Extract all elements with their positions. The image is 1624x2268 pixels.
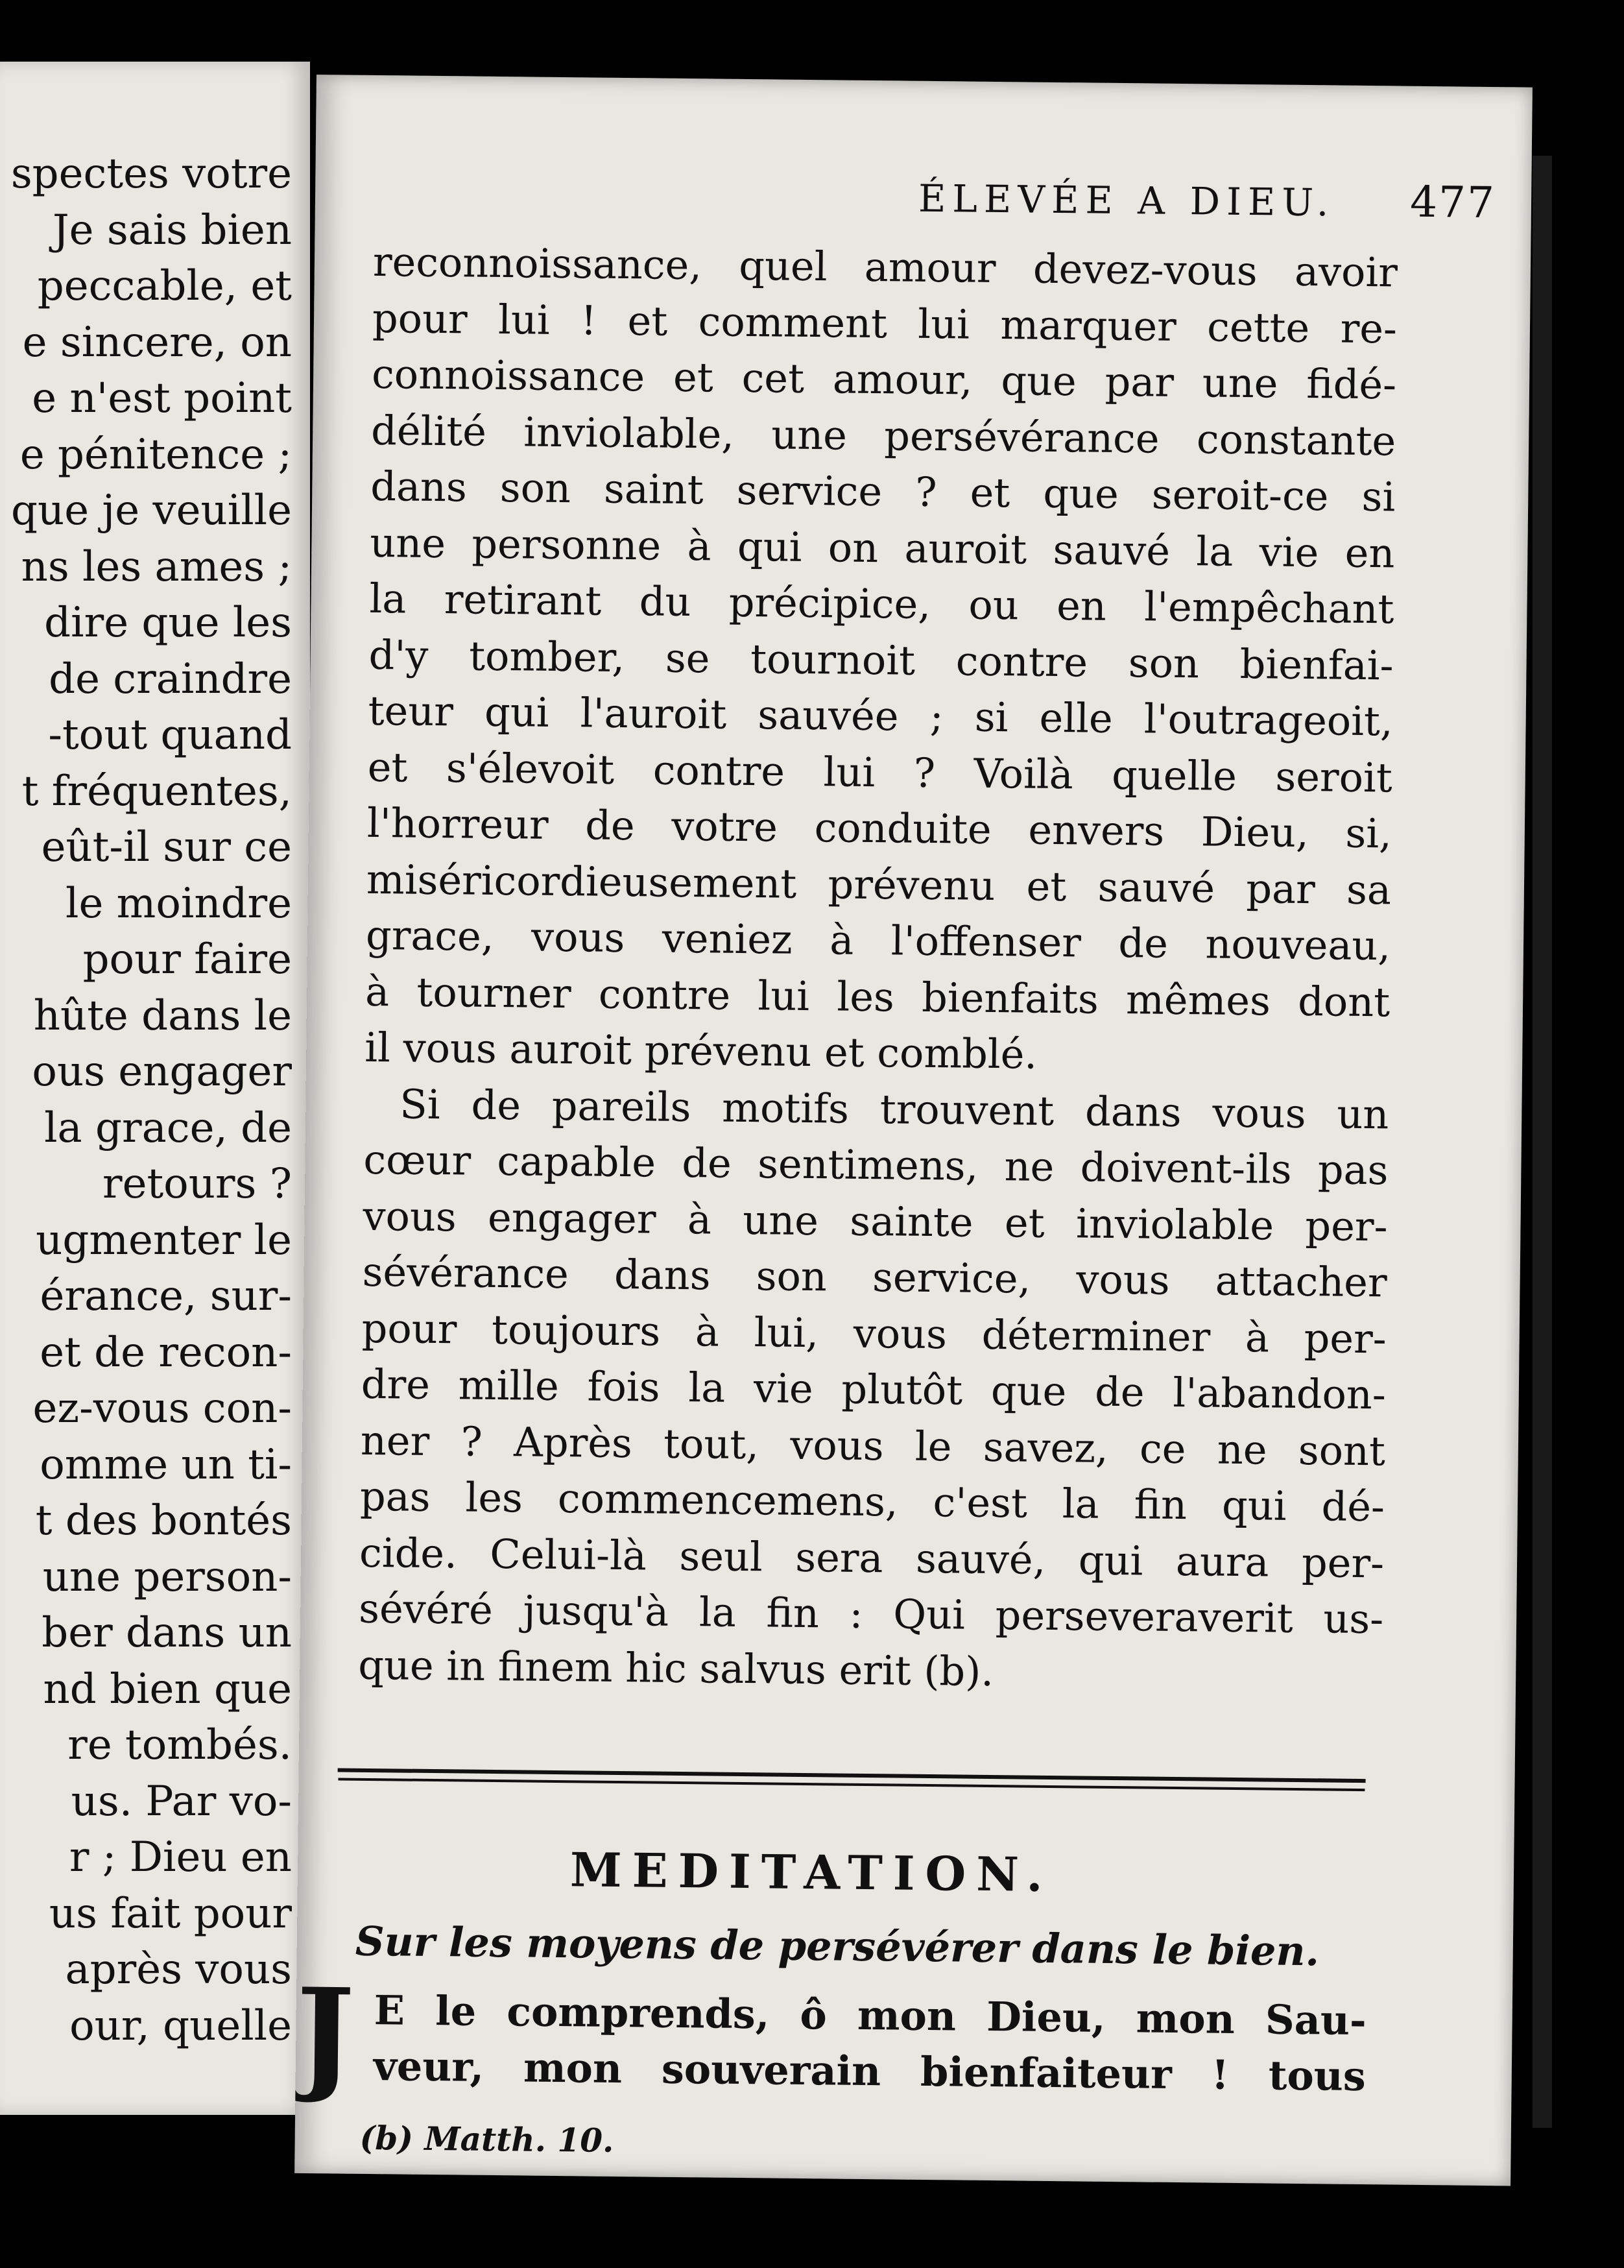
section-rule [338,1768,1366,1783]
body-text [358,234,1398,1704]
text-line: que in finem hic salvus erit (b). [357,1641,994,1695]
text-line: nd bien que [43,1665,292,1713]
book-spine-shadow [1533,156,1552,2128]
text-line: -tout quand [48,711,292,759]
text-line: érance, sur- [40,1272,292,1320]
text-line: dans son saint service ? et que seroit-ce si [370,462,1396,521]
left-page-text [11,146,292,2054]
text-line: il vous auroit prévenu et comblé. [364,1023,1038,1078]
text-line: et de recon- [40,1328,292,1377]
text-line: une personne à qui on auroit sauvé la vie en [370,518,1395,577]
text-line: our, quelle [69,2001,292,2050]
text-line: la grace, de [44,1104,292,1152]
text-line: une person- [42,1552,292,1601]
meditation-title: MEDITATION. [569,1842,1053,1903]
text-line: ugmenter le [36,1216,292,1264]
text-line: de craindre [49,655,292,703]
text-line: ns les ames ; [21,542,292,591]
text-line: hûte dans le [33,991,292,1040]
text-line: vous engager à une sainte et inviolable per- [363,1192,1388,1250]
text-line: Si de pareils motifs trouvent dans vous un [400,1080,1389,1138]
text-line: ner ? Après tout, vous le savez, ce ne sont [360,1416,1386,1475]
page-number: 477 [1409,176,1496,228]
header-title: ÉLEVÉE A DIEU. [918,176,1335,225]
text-line: connoissance et cet amour, que par une fidé- [371,350,1397,409]
meditation-body [295,1982,1367,2105]
text-line: délité inviolable, une persévérance constante [370,406,1396,464]
text-line: reconnoissance, quel amour devez-vous avoir [372,237,1398,296]
running-header [607,169,1496,228]
text-line: peccable, et [37,262,292,310]
text-line: et s'élevoit contre lui ? Voilà quelle seroit [367,743,1393,801]
text-line: t des bontés [35,1497,292,1545]
text-line: que je veuille [11,487,292,535]
text-line: us fait pour [49,1889,292,1938]
text-line: e n'est point [32,374,292,422]
footnote: (b) Matth. 10. [359,2118,614,2160]
text-line: retours ? [102,1160,292,1208]
text-line: omme un ti- [40,1440,292,1489]
text-line: eût-il sur ce [41,823,292,871]
text-line: t fréquentes, [21,767,292,815]
text-line: e pénitence ; [19,430,292,479]
text-line: spectes votre [10,150,292,198]
text-line: e sincere, on [22,318,292,367]
text-line: la retirant du précipice, ou en l'empêchant [369,574,1394,633]
text-line: à tourner contre lui les bienfaits mêmes dont [364,967,1391,1026]
text-line: ber dans un [42,1609,292,1657]
text-line: ez-vous con- [32,1384,292,1432]
text-line: teur qui l'auroit sauvée ; si elle l'outrageoit, [368,686,1394,745]
text-line: le moindre [65,879,292,928]
text-line: Je sais bien [52,206,292,254]
text-line: pour toujours à lui, vous déterminer à per- [361,1304,1387,1362]
text-line: après vous [65,1946,292,1994]
text-line: grace, vous veniez à l'offenser de nouveau, [365,911,1391,970]
text-line: pour faire [82,935,292,983]
text-line: sévérance dans son service, vous attacher [362,1248,1387,1307]
meditation-subtitle: Sur les moyens de persévérer dans le bien. [355,1917,1320,1975]
text-line: d'y tomber, se tournoit contre son bienfai- [368,631,1394,689]
text-line: veur, mon souverain bienfaiteur ! tous [373,2042,1367,2101]
text-line: miséricordieusement prévenu et sauvé par sa [366,855,1392,913]
right-page [294,75,1533,2186]
text-line: pas les commencemens, c'est la fin qui dé- [359,1472,1385,1531]
text-line: us. Par vo- [71,1777,292,1826]
text-line: re tombés. [67,1721,292,1769]
text-line: dre mille fois la vie plutôt que de l'abandon- [361,1360,1387,1419]
text-line: dire que les [44,599,292,647]
text-line: sévéré jusqu'à la fin : Qui perseveraverit us- [358,1584,1384,1643]
left-page [0,62,310,2115]
text-line: r ; Dieu en [69,1833,292,1881]
text-line: l'horreur de votre conduite envers Dieu, si, [366,799,1392,858]
text-line: E le comprends, ô mon Dieu, mon Sau- [374,1986,1367,2045]
text-line: cœur capable de sentimens, ne doivent-ils pas [363,1135,1389,1194]
drop-cap: J [295,1960,355,2106]
text-line: pour lui ! et comment lui marquer cette re- [372,294,1398,352]
text-line: cide. Celui-là seul sera sauvé, qui aura per- [359,1528,1385,1587]
text-line: ous engager [32,1048,292,1096]
